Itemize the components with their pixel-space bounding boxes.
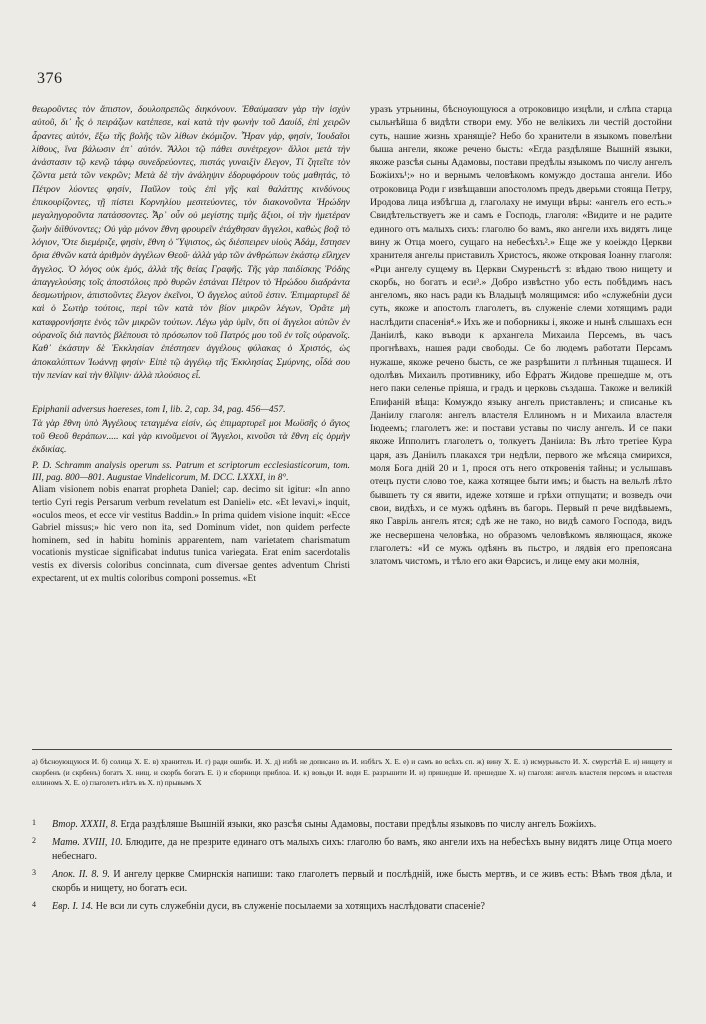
footnote-mark: 2 — [32, 836, 36, 845]
footnote-text: Блюдите, да не презрите единаго отъ малыхъ сихъ: глаголю бо вамъ, яко ангели ихъ на небесѣхъ выну видятъ лице Отца моего небеснаго. — [52, 837, 672, 862]
left-column — [32, 103, 350, 585]
right-column — [370, 103, 672, 568]
column-gap — [32, 382, 350, 404]
epiphanius-reference: Epiphanii adversus haereses, tom I, lib. 2, cap. 34, pag. 456—457. — [32, 405, 286, 416]
footnote — [32, 868, 672, 896]
schramm-reference: P. D. Schramm analysis operum ss. Patrum et scriptorum ecclesiasticorum, tom. III, pag. 800—801. Augustae Vindelicorum, M. DCC. LXXXI, in 8°. — [32, 460, 350, 483]
textual-variants: а) бѣсноующуюся И. б) солица Х. Е. в) хранитель И. г) ради ошибк. И. Х. д) избѣ не дописано въ И. избѣгъ Х. Е. е) и самъ во всѣхъ сп. ж) вину Х. Е. з) исмурьньсто И. Х. смурстѣй Е. и) нищету и скорбенъ (и скрбенъ) богатъ Х. нищ. и скорбь богатъ Е. і) и сборници приблоа. И. к) вовьди И. води Е. разръшити И. и) пришедше И. прешедше Х. н) глаголя: ангелъ властеля персомъ и властеля еллиномъ Х. Е. о) глаголетъ нѣтъ въ Х. п) прывымъ Х — [32, 757, 672, 787]
page-number: 376 — [37, 70, 63, 87]
greek-paragraph: θεωροῦντες τὸν ἄπιστον, δουλοπρεπῶς διηκόνουν. Ἐθαύμασαν γὰρ τὴν ἰσχὺν αὐτοῦ, δι᾽ ἧς ὁ πειράζων κατέπεσε, καὶ κατὰ τὴν φωνὴν τοῦ Δαυίδ, ἐπὶ χειρῶν ἆραντες αὐτόν, ἔξω τῆς βολῆς τῶν λίθων ἐκόμιζον. Ἦραν γάρ, φησίν, Ἰουδαῖοι λίθους, ἵνα βάλωσιν ἐπ᾽ αὐτόν. Ἄλλοι τῷ πάθει συνέτρεχον· ἄλλοι μετὰ τὴν ἀνάστασιν τῷ κενῷ τάφῳ συνεδρεύοντες, πιστάς γυναιξὶν ἔλεγον, Τί ζητεῖτε τὸν ζῶντα μετὰ τῶν νεκρῶν; Μετὰ δὲ τὴν ἀνάληψιν ἐδορυφόρουν τοὺς μαθητάς, τὸ Πέτρον λύοντες φησίν, Παῦλον τοὺς ἐπὶ γῆς καὶ θαλάττης κινδύνους ἐπικουρίζοντες, τῇ πίστει Κορνηλίου μεσιτεύοντες, τὸν διακονοῦντα Ἡρώδην μεγαληγοροῦντα πατάσσοντες. Ἆρ᾽ οὖν οὐ μεγίστης τιμῆς ἄξιοι, οἱ τὴν ἡμετέραν ζωὴν διϊθύνοντες; Οὐ γὰρ μόνον ἔθνη φρουρεῖν ἐτάχθησαν ἄγγελοι, καθὼς βοᾷ τὸ λόγιον, Ὅτε διεμέριζε, φησίν, ἔθνη ὁ Ὕψιστος, ὡς διέσπειρεν υἱοὺς Ἀδάμ, ἔστησεν ὅρια ἐθνῶν κατὰ ἀριθμὸν ἀγγέλων Θεοῦ· ἀλλὰ γὰρ τῶν ἀνθρώπων ἑκάστῳ εἴληχεν ἄγγελος. Ὁ λόγος οὐκ ἐμός, ἀλλὰ τῆς θείας Γραφῆς. Τῆς γὰρ παιδίσκης Ῥόδης ἀπαγγελούσης τοῖς ἀποστόλοις πρὸ θυρῶν ἑστάναι Πέτρον τὸ Ἡρώδου διαδράντα δεσμωτήριον, ἀπιστοῦντες ἔλεγον ἐκεῖνοι, Ὁ ἄγγελος αὐτοῦ ἐστιν. Ἐπιμαρτυρεῖ δὲ καὶ ὁ Σωτὴρ τούτοις, περὶ τῶν κατὰ τὸν βίον μικρῶν λέγων, Ὁρᾶτε μὴ καταφρονήσητε ἑνὸς τῶν μικρῶν τούτων. Λέγω γὰρ ὑμῖν, ὅτι οἱ ἄγγελοι αὐτῶν ἐν οὐρανοῖς διὰ παντὸς βλέπουσι τὸ πρόσωπον τοῦ Πατρός μου τοῦ ἐν τοῖς οὐρανοῖς. Καθ᾽ ἑκάστην δὲ Ἐκκλησίαν ἐπέστησεν ἀγγέλους φύλακας ὁ Χριστός, ὡς ἀποκαλύπτων Ἰωάννῃ φησίν· Εἰπὲ τῷ ἀγγέλῳ τῆς Ἐκκλησίας Σμύρνης, οἶδά σου τὴν πενίαν καὶ τὴν θλῖψιν· ἀλλὰ πλούσιος εἶ. — [32, 104, 350, 381]
footnote — [32, 818, 672, 832]
slavonic-text: уразъ утрьнины, бѣсноующуюся а отроковицю изцѣли, и слѣпа старца сыльнѣйша б видѣти створи ему. Убо не велікихъ ли честій достойни суть, нашие жизнь хранящіе? Небо бо хранители в языкомъ повелѣни быша ангели, якоже речено бысть: «Егда раздѣляше Вышній языки, якоже разсѣя сыны Адамовы, постави предѣлы языкомъ по числу ангелъ Божіихъ¹;» но и вернымъ человѣкомъ комуждо досташа ангели. Ибо отроковица Роди г извѣщавши апостоломъ предъ дверьми стояща Петру, Иродова лица избѣгша д, глаголаху не имущи вѣры: «ангелъ его есть.» Свидѣтельствуетъ же и самъ е Господь, глаголя: «Видите и не радите единого отъ малыхъ сихъ: глаголю бо вамъ, яко ангели ихъ видятъ лице вину ж Отца моего, сущаго на небесѣхъ².» Еще же у коеіждо Церкви хранителя ангелы приставилъ Христосъ, якоже откровая Іоанну глаголя: «Рци ангелу сущему въ Церкви Смуреньстѣ з: вѣдаю твою нищету и скорбь, но богатъ и еси³.» Добро извѣстно убо есть побѣдимъ насъ ангеломъ, яко насъ ради къ Владыцѣ молящимся: ибо «служебніи дуси суть, якоже и апостолъ глаголетъ, въ служеніе слеми хотящимъ ради наслѣдити спасенія⁴.» Ихъ же и поборникы і, якоже и нынѣ слышахъ есн Даніилѣ, како въводи к архангела Михаила Персемъ, въ часъ прогнѣвахъ, нашея ради свободы. Се бо людемъ работати Персамъ нужаше, якоже речено бысть, се же разрѣшити л плѣнныя тщашеся. И одолѣвъ Михаилъ противнику, ибо Ефратъ Жидове прешедше м, отъ него паки селенье пріяша, и градъ и церковь създаша. Такоже и великій Епифаній вѣща: Комуждо языку ангелъ приставленъ; и списанье къ Даніилу глаголя: ангелъ властеля Еллиномъ н и Михаила властеля Іюдеемъ; глаголетъ же: и постави уставы по числу ангелъ. И се паки якоже Ипполитъ глаголетъ о, толкуетъ Даніила: Въ лѣто третіее Кура царя, азъ Даніилъ плакахся три недѣли, первого же мѣсяца смирихся, моля Бога дній 20 и 1, прося отъ него откровенія тайны; и услышавъ отецъ пусти слово тое, кажа хотящее быти имъ; и бысть на вельлѣ лѣто бывшеть ту ся явити, идеже хотяше и грѣхи отпущати; и возведъ очи свои, видѣхъ, и се мужъ одѣянъ въ багорь. Первый п рече видѣвыемъ, яко Гавріль ангелъ ятся; сдѣ же не тако, но видѣ самого Господа, видъ же несвершена человѣка, но образомъ человѣкомъ являющася, якоже глаголетъ: «И се мужъ одѣянъ въ пьстро, и лядвія его препоясана златомъ чистомъ, и тѣло его аки Өарсисъ, и лице ему аки молнія, — [370, 104, 672, 568]
footnote-text: Егда раздѣляше Вышній языки, яко разсѣя сыны Адамовы, постави предѣлы языковъ по числу ангелъ Божіихъ. — [120, 819, 597, 830]
footnote — [32, 900, 672, 914]
footnote — [32, 836, 672, 864]
footnote-text: И ангелу церкве Смирнскія напиши: тако глаголетъ первый и послѣдній, иже бысть мертвъ, и се живъ есть: Вѣмъ твоя дѣла, и скорбь и нищету, но богатъ еси. — [52, 869, 672, 894]
footnote-text: Не вси ли суть служебніи дуси, въ служеніе посылаеми за хотящихъ наслѣдовати спасеніе? — [95, 901, 485, 912]
footnote-ref: Евр. I. 14. — [52, 901, 94, 912]
footnote-mark: 4 — [32, 900, 36, 909]
footnote-ref: Матө. XVIII, 10. — [52, 837, 123, 848]
footnote-mark: 3 — [32, 868, 36, 877]
footnote-ref: Втор. XXXII, 8. — [52, 819, 118, 830]
footnote-divider — [32, 749, 672, 750]
epiphanius-quote: Τὰ γὰρ ἔθνη ὑπὸ Ἀγγέλους τεταγμένα εἰσίν, ὡς ἐπιμαρτυρεῖ μοι Μωϋσῆς ὁ ἅγιος τοῦ Θεοῦ θεράπων..... καὶ γὰρ κινοῦμενοι οἱ Ἄγγελοι, κινοῦσι τὰ ἔθνη εἰς ὁρμὴν ἐκδικίας. — [32, 417, 350, 456]
schramm-latin-text: Aliam visionem nobis enarrat propheta Daniel; cap. decimo sit igitur: «In anno tertio Cyri regis Persarum verbum revelatum est Danieli» etc. «Et levavi,» inquit, «oculos meos, et ecce vir vestitus Baddin.» In prima quidem visione inquit: «Ecce Gabriel missus;» hic vero non ita, sed Dominum videt, non quidem perfecte hominem, sed in habitu hominis apparentem, nam varietatem charismatum vocationis mysticae significabat indutus tunica variegata. Erat enim sacerdotalis vestis ex diversis coloribus concinnata, cum diversae gentes adventum Christi expectarent, ut ex multis coloribus componi possemus. «Et — [32, 485, 350, 584]
footnote-mark: 1 — [32, 818, 36, 827]
footnotes — [32, 818, 672, 918]
footnote-ref: Апок. II. 8. 9. — [52, 869, 110, 880]
